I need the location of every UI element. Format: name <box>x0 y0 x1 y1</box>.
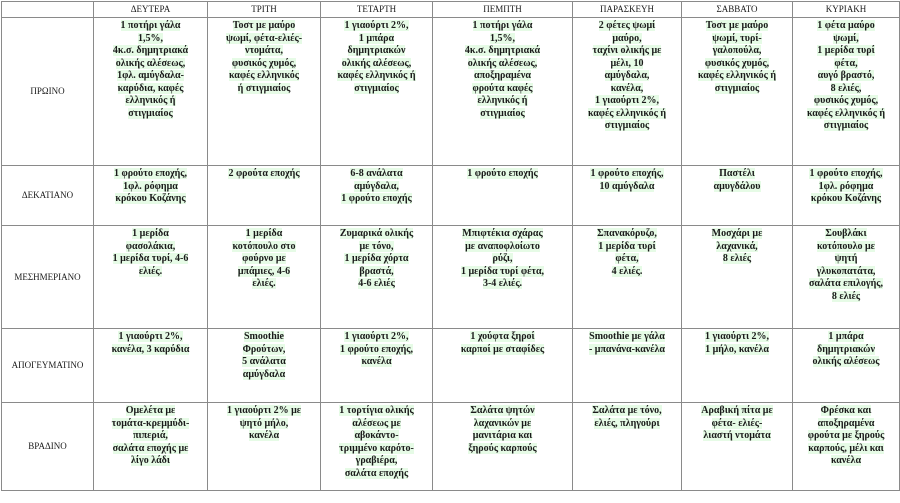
meal-cell-text: 6-8 ανάλατα αμύγδαλα, 1 φρούτο εποχής <box>341 168 412 204</box>
meal-cell-text: 1 μπάρα δημητριακών ολικής αλέσεως <box>812 331 880 367</box>
meal-cell-text: Τοστ με μαύρο ψωμί, φέτα-ελιές- ντομάτα, φυσικός χυμός, καφές ελληνικός ή στιγμιαίος <box>225 20 303 94</box>
meal-cell <box>682 329 793 403</box>
meal-cell-text: 1 φρούτο εποχής, 1φλ. ρόφημα κρόκου Κοζάνης <box>809 168 883 204</box>
meal-cell <box>94 403 208 491</box>
meal-cell-text: Τοστ με μαύρο ψωμί, τυρί- γαλοπούλα, φυσικός χυμός, καφές ελληνικός ή στιγμιαίος <box>697 20 777 94</box>
meal-cell-text: Σαλάτα με τόνο, ελιές, πληγούρι <box>592 405 662 429</box>
meal-cell <box>573 226 682 329</box>
meal-label-dinner: ΒΡΑΔΙΝΟ <box>2 403 94 491</box>
meal-label-afternoon-snack: ΑΠΟΓΕΥΜΑΤΙΝΟ <box>2 329 94 403</box>
meal-cell-text: 1 μερίδα φασολάκια, 1 μερίδα τυρί, 4-6 ελιές. <box>112 228 189 277</box>
day-header-sunday: ΚΥΡΙΑΚΗ <box>793 2 900 18</box>
meal-cell-text: 1 φρούτο εποχής, 10 αμύγδαλα <box>590 168 664 192</box>
meal-cell-text: Σπανακόρυζο, 1 μερίδα τυρί φέτα, 4 ελιές. <box>597 228 657 277</box>
day-header-wednesday: ΤΕΤΑΡΤΗ <box>321 2 433 18</box>
meal-cell-text: 1 γιαούρτι 2%, κανέλα, 3 καρύδια <box>111 331 190 355</box>
table-row <box>2 403 900 491</box>
meal-cell-text: 1 μερίδα κοτόπουλο στο φούρνο με μπάμιες, 4-6 ελιές. <box>232 228 296 289</box>
meal-cell <box>321 329 433 403</box>
meal-cell <box>573 18 682 166</box>
meal-cell <box>208 18 321 166</box>
meal-cell <box>682 18 793 166</box>
meal-cell <box>682 166 793 226</box>
meal-cell <box>433 18 573 166</box>
meal-cell <box>682 403 793 491</box>
meal-cell <box>793 329 900 403</box>
meal-cell-text: 1 γιαούρτι 2% με ψητό μήλο, κανέλα <box>226 405 302 441</box>
header-row <box>2 2 900 18</box>
meal-cell <box>321 403 433 491</box>
meal-cell <box>433 403 573 491</box>
meal-cell-text: 1 φρούτο εποχής <box>467 168 538 179</box>
corner-cell <box>2 2 94 18</box>
meal-cell <box>573 329 682 403</box>
meal-cell <box>433 329 573 403</box>
meal-cell-text: Smoothie Φρούτων, 5 ανάλατα αμύγδαλα <box>242 331 286 380</box>
meal-cell-text: 1 γιαούρτι 2%, 1 φρούτο εποχής, κανέλα <box>339 331 414 367</box>
meal-cell-text: 1 χούφτα ξηροί καρποί με σταφίδες <box>460 331 545 355</box>
meal-cell-text: Ομελέτα με τομάτα-κρεμμύδι- πιπεριά, σαλάτα εποχής με λίγο λάδι <box>111 405 190 466</box>
meal-cell-text: Σουβλάκι κοτόπουλο με ψητή γλυκοπατάτα, σαλάτα επιλογής, 8 ελιές <box>808 228 884 302</box>
meal-cell-text: Ζυμαρικά ολικής με τόνο, 1 μερίδα χόρτα βραστά, 4-6 ελιές <box>339 228 414 289</box>
meal-cell-text: 1 φρούτο εποχής, 1φλ. ρόφημα κρόκου Κοζάνης <box>113 168 188 204</box>
meal-cell <box>573 166 682 226</box>
meal-cell-text: Σαλάτα ψητών λαχανικών με μανιτάρια και ξηρούς καρπούς <box>468 405 537 454</box>
meal-plan-table <box>1 1 900 491</box>
meal-cell <box>208 226 321 329</box>
meal-cell <box>793 166 900 226</box>
table-row <box>2 166 900 226</box>
meal-cell-text: 1 γιαούρτι 2%, 1 μπάρα δημητριακών ολικής αλέσεως, καφές ελληνικός ή στιγμιαίος <box>337 20 416 94</box>
day-header-saturday: ΣΑΒΒΑΤΟ <box>682 2 793 18</box>
meal-cell <box>208 166 321 226</box>
meal-cell-text: Μπιφτέκια σχάρας με αναποφλοίωτο ρύζι, 1 μερίδα τυρί φέτα, 3-4 ελιές. <box>460 228 545 289</box>
meal-cell <box>208 329 321 403</box>
meal-cell <box>793 18 900 166</box>
meal-cell-text: Φρέσκα και αποξηραμένα φρούτα με ξηρούς καρπούς, μέλι και κανέλα <box>807 405 885 466</box>
meal-cell <box>321 166 433 226</box>
meal-cell <box>94 18 208 166</box>
meal-cell-text: 1 ποτήρι γάλα 1,5%, 4κ.σ. δημητριακά ολικής αλέσεως, 1φλ. αμύγδαλα- καρύδια, καφές ελληνικός ή στιγμιαίος <box>112 20 189 119</box>
meal-cell-text: 1 τορτίγια ολικής αλέσεως με αβοκάντο- τριμμένο καρότο- γραβιέρα, σαλάτα εποχής <box>339 405 414 479</box>
meal-label-breakfast: ΠΡΩΙΝΟ <box>2 18 94 166</box>
meal-cell-text: 2 φρούτα εποχής <box>228 168 300 179</box>
meal-cell <box>433 226 573 329</box>
meal-cell-text: Smoothie με γάλα - μπανάνα-κανέλα <box>588 331 666 355</box>
meal-cell <box>321 226 433 329</box>
meal-cell <box>682 226 793 329</box>
meal-cell-text: 2 φέτες ψωμί μαύρο, ταχίνι ολικής με μέλι, 10 αμύγδαλα, κανέλα, 1 γιαούρτι 2%, καφές ελληνικός ή στιγμιαίος <box>587 20 667 131</box>
table-row <box>2 329 900 403</box>
meal-cell <box>94 166 208 226</box>
meal-cell-text: 1 γιαούρτι 2%, 1 μήλο, κανέλα <box>704 331 770 355</box>
meal-cell <box>94 329 208 403</box>
meal-cell-text: Αραβική πίτα με φέτα- ελιές- λιαστή ντομάτα <box>701 405 773 441</box>
meal-cell-text: 1 φέτα μαύρο ψωμί, 1 μερίδα τυρί φέτα, αυγό βραστό, 8 ελιές, φυσικός χυμός, καφές ελληνικός ή στιγμιαίος <box>806 20 886 131</box>
meal-cell <box>208 403 321 491</box>
meal-cell-text: Μοσχάρι με λαχανικά, 8 ελιές <box>711 228 763 264</box>
meal-cell <box>321 18 433 166</box>
meal-label-morning-snack: ΔΕΚΑΤΙΑΝΟ <box>2 166 94 226</box>
day-header-friday: ΠΑΡΑΣΚΕΥΗ <box>573 2 682 18</box>
meal-cell <box>793 403 900 491</box>
meal-label-lunch: ΜΕΣΗΜΕΡΙΑΝΟ <box>2 226 94 329</box>
meal-cell <box>793 226 900 329</box>
table-row <box>2 226 900 329</box>
table-row <box>2 18 900 166</box>
meal-cell-text: Παστέλι αμυγδάλου <box>713 168 761 192</box>
meal-cell <box>94 226 208 329</box>
day-header-monday: ΔΕΥΤΕΡΑ <box>94 2 208 18</box>
day-header-tuesday: ΤΡΙΤΗ <box>208 2 321 18</box>
meal-cell <box>573 403 682 491</box>
day-header-thursday: ΠΕΜΠΤΗ <box>433 2 573 18</box>
meal-cell-text: 1 ποτήρι γάλα 1,5%, 4κ.σ. δημητριακά ολικής αλέσεως, αποξηραμένα φρούτα καφές ελληνικός ή στιγμιαίος <box>464 20 541 119</box>
meal-cell <box>433 166 573 226</box>
